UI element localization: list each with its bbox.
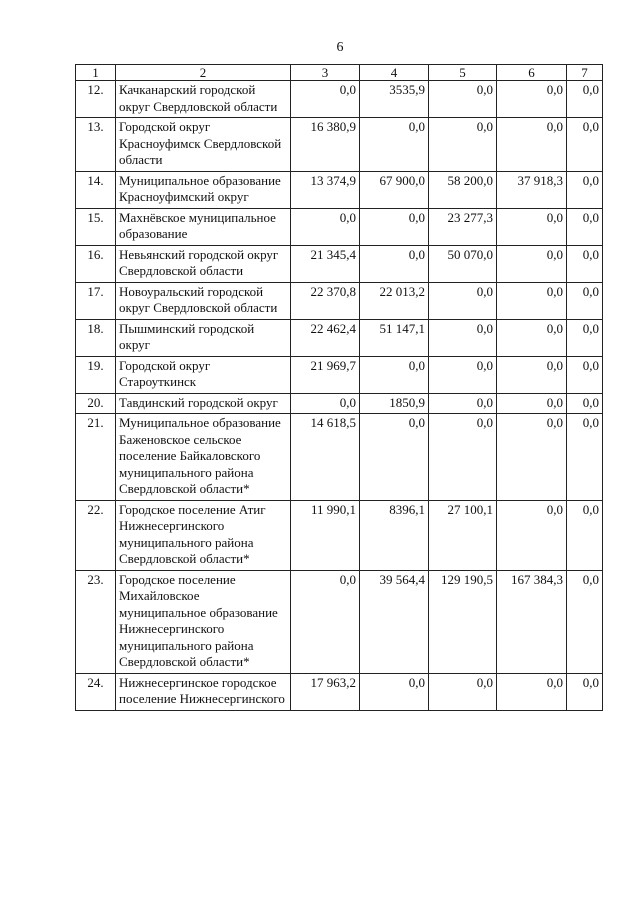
value-cell-col6: 37 918,3 — [497, 171, 567, 208]
column-header-1: 1 — [76, 65, 116, 81]
column-header-2: 2 — [116, 65, 291, 81]
table-row — [76, 570, 603, 673]
value-cell-col6: 0,0 — [497, 414, 567, 501]
value-cell-col5: 0,0 — [429, 356, 497, 393]
row-number-cell: 14. — [76, 171, 116, 208]
value-cell-col5: 0,0 — [429, 319, 497, 356]
row-number-cell: 17. — [76, 282, 116, 319]
value-cell-col3: 22 462,4 — [291, 319, 360, 356]
value-cell-col7: 0,0 — [567, 208, 603, 245]
budget-table — [75, 64, 603, 711]
row-number-cell: 15. — [76, 208, 116, 245]
value-cell-col6: 0,0 — [497, 319, 567, 356]
row-number-cell: 19. — [76, 356, 116, 393]
value-cell-col5: 58 200,0 — [429, 171, 497, 208]
value-cell-col4: 22 013,2 — [360, 282, 429, 319]
value-cell-col6: 0,0 — [497, 500, 567, 570]
table-row — [76, 118, 603, 172]
value-cell-col5: 23 277,3 — [429, 208, 497, 245]
municipality-name-cell: Нижнесергинское городское поселение Нижнесергинского — [116, 673, 291, 710]
value-cell-col6: 0,0 — [497, 81, 567, 118]
value-cell-col7: 0,0 — [567, 118, 603, 172]
value-cell-col7: 0,0 — [567, 245, 603, 282]
value-cell-col3: 13 374,9 — [291, 171, 360, 208]
value-cell-col7: 0,0 — [567, 570, 603, 673]
value-cell-col7: 0,0 — [567, 319, 603, 356]
value-cell-col5: 129 190,5 — [429, 570, 497, 673]
value-cell-col7: 0,0 — [567, 393, 603, 414]
value-cell-col3: 0,0 — [291, 208, 360, 245]
column-header-5: 5 — [429, 65, 497, 81]
table-row — [76, 319, 603, 356]
value-cell-col7: 0,0 — [567, 171, 603, 208]
value-cell-col5: 0,0 — [429, 393, 497, 414]
value-cell-col3: 0,0 — [291, 393, 360, 414]
value-cell-col4: 8396,1 — [360, 500, 429, 570]
row-number-cell: 21. — [76, 414, 116, 501]
value-cell-col3: 17 963,2 — [291, 673, 360, 710]
value-cell-col5: 27 100,1 — [429, 500, 497, 570]
page-number: 6 — [336, 40, 344, 55]
value-cell-col7: 0,0 — [567, 81, 603, 118]
value-cell-col4: 0,0 — [360, 414, 429, 501]
value-cell-col7: 0,0 — [567, 282, 603, 319]
value-cell-col5: 0,0 — [429, 81, 497, 118]
table-row — [76, 414, 603, 501]
value-cell-col3: 21 969,7 — [291, 356, 360, 393]
value-cell-col6: 0,0 — [497, 245, 567, 282]
table-row — [76, 393, 603, 414]
row-number-cell: 23. — [76, 570, 116, 673]
value-cell-col4: 51 147,1 — [360, 319, 429, 356]
municipality-name-cell: Городской округ Староуткинск — [116, 356, 291, 393]
municipality-name-cell: Городской округ Красноуфимск Свердловской области — [116, 118, 291, 172]
column-header-4: 4 — [360, 65, 429, 81]
value-cell-col6: 0,0 — [497, 282, 567, 319]
value-cell-col4: 0,0 — [360, 245, 429, 282]
value-cell-col5: 0,0 — [429, 282, 497, 319]
column-header-7: 7 — [567, 65, 603, 81]
value-cell-col4: 0,0 — [360, 673, 429, 710]
value-cell-col5: 50 070,0 — [429, 245, 497, 282]
value-cell-col4: 3535,9 — [360, 81, 429, 118]
value-cell-col6: 0,0 — [497, 118, 567, 172]
value-cell-col6: 0,0 — [497, 356, 567, 393]
value-cell-col5: 0,0 — [429, 414, 497, 501]
value-cell-col3: 16 380,9 — [291, 118, 360, 172]
value-cell-col3: 21 345,4 — [291, 245, 360, 282]
value-cell-col3: 0,0 — [291, 570, 360, 673]
value-cell-col3: 22 370,8 — [291, 282, 360, 319]
table-row — [76, 282, 603, 319]
table-row — [76, 500, 603, 570]
municipality-name-cell: Муниципальное образование Баженовское сельское поселение Байкаловского муниципального района Свердловской области* — [116, 414, 291, 501]
value-cell-col4: 0,0 — [360, 208, 429, 245]
value-cell-col5: 0,0 — [429, 118, 497, 172]
row-number-cell: 16. — [76, 245, 116, 282]
municipality-name-cell: Новоуральский городской округ Свердловской области — [116, 282, 291, 319]
row-number-cell: 12. — [76, 81, 116, 118]
municipality-name-cell: Муниципальное образование Красноуфимский округ — [116, 171, 291, 208]
value-cell-col5: 0,0 — [429, 673, 497, 710]
municipality-name-cell: Тавдинский городской округ — [116, 393, 291, 414]
municipality-name-cell: Пышминский городской округ — [116, 319, 291, 356]
value-cell-col6: 0,0 — [497, 393, 567, 414]
table-row — [76, 81, 603, 118]
municipality-name-cell: Городское поселение Михайловское муниципальное образование Нижнесергинского муниципального района Свердловской области* — [116, 570, 291, 673]
table-body — [76, 81, 603, 711]
value-cell-col6: 0,0 — [497, 673, 567, 710]
value-cell-col4: 39 564,4 — [360, 570, 429, 673]
value-cell-col3: 11 990,1 — [291, 500, 360, 570]
value-cell-col4: 67 900,0 — [360, 171, 429, 208]
table-row — [76, 245, 603, 282]
row-number-cell: 20. — [76, 393, 116, 414]
value-cell-col4: 0,0 — [360, 118, 429, 172]
column-header-3: 3 — [291, 65, 360, 81]
table-row — [76, 171, 603, 208]
value-cell-col3: 0,0 — [291, 81, 360, 118]
column-number-row — [76, 65, 603, 81]
value-cell-col7: 0,0 — [567, 356, 603, 393]
municipality-name-cell: Невьянский городской округ Свердловской области — [116, 245, 291, 282]
municipality-name-cell: Махнёвское муниципальное образование — [116, 208, 291, 245]
table-row — [76, 673, 603, 710]
municipality-name-cell: Качканарский городской округ Свердловской области — [116, 81, 291, 118]
value-cell-col7: 0,0 — [567, 500, 603, 570]
value-cell-col7: 0,0 — [567, 414, 603, 501]
row-number-cell: 13. — [76, 118, 116, 172]
table-row — [76, 208, 603, 245]
municipality-name-cell: Городское поселение Атиг Нижнесергинского муниципального района Свердловской области* — [116, 500, 291, 570]
row-number-cell: 22. — [76, 500, 116, 570]
column-header-6: 6 — [497, 65, 567, 81]
value-cell-col3: 14 618,5 — [291, 414, 360, 501]
value-cell-col7: 0,0 — [567, 673, 603, 710]
table-row — [76, 356, 603, 393]
value-cell-col6: 0,0 — [497, 208, 567, 245]
row-number-cell: 18. — [76, 319, 116, 356]
row-number-cell: 24. — [76, 673, 116, 710]
value-cell-col4: 1850,9 — [360, 393, 429, 414]
value-cell-col4: 0,0 — [360, 356, 429, 393]
value-cell-col6: 167 384,3 — [497, 570, 567, 673]
